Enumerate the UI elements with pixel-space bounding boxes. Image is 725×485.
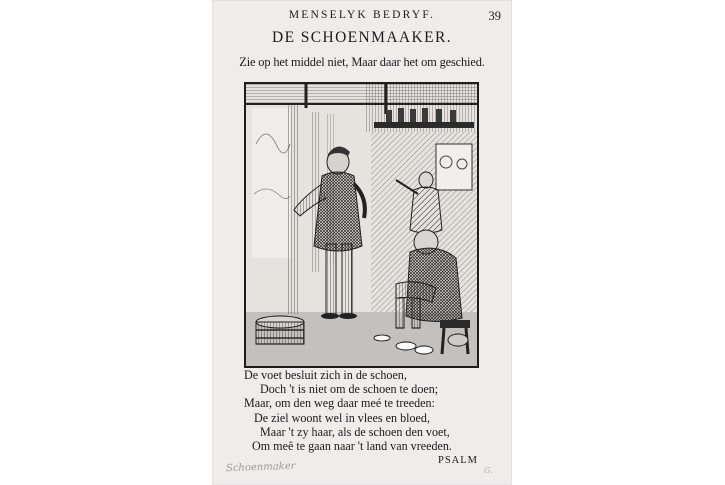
engraving-illustration <box>244 82 479 368</box>
pencil-annotation: Schoenmaker <box>225 460 296 475</box>
running-head-text: MENSELYK BEDRYF. <box>288 9 436 21</box>
book-page <box>212 0 512 485</box>
verse-line: De ziel woont wel in vlees en bloed, <box>254 410 430 425</box>
verse-line: Om meê te gaan naar 't land van vreeden. <box>252 439 452 454</box>
catchword: PSALM <box>438 455 479 466</box>
running-head <box>212 9 512 21</box>
page-number: 39 <box>488 9 501 23</box>
verse-block <box>230 368 505 453</box>
verse-line: Maar 't zy haar, als de schoen den voet, <box>260 424 450 439</box>
verse-line: Maar, om den weg daar meé te treeden: <box>244 396 435 411</box>
motto: Zie op het middel niet, Maar daar het om geschied. <box>239 55 485 69</box>
page-title: DE SCHOENMAAKER. <box>272 29 452 46</box>
verse-line: Doch 't is niet om de schoen te doen; <box>260 382 439 397</box>
verse-line: De voet besluit zich in de schoen, <box>244 368 407 382</box>
pencil-mark: G. <box>484 466 493 475</box>
shoemaker-engraving-svg <box>246 84 477 366</box>
